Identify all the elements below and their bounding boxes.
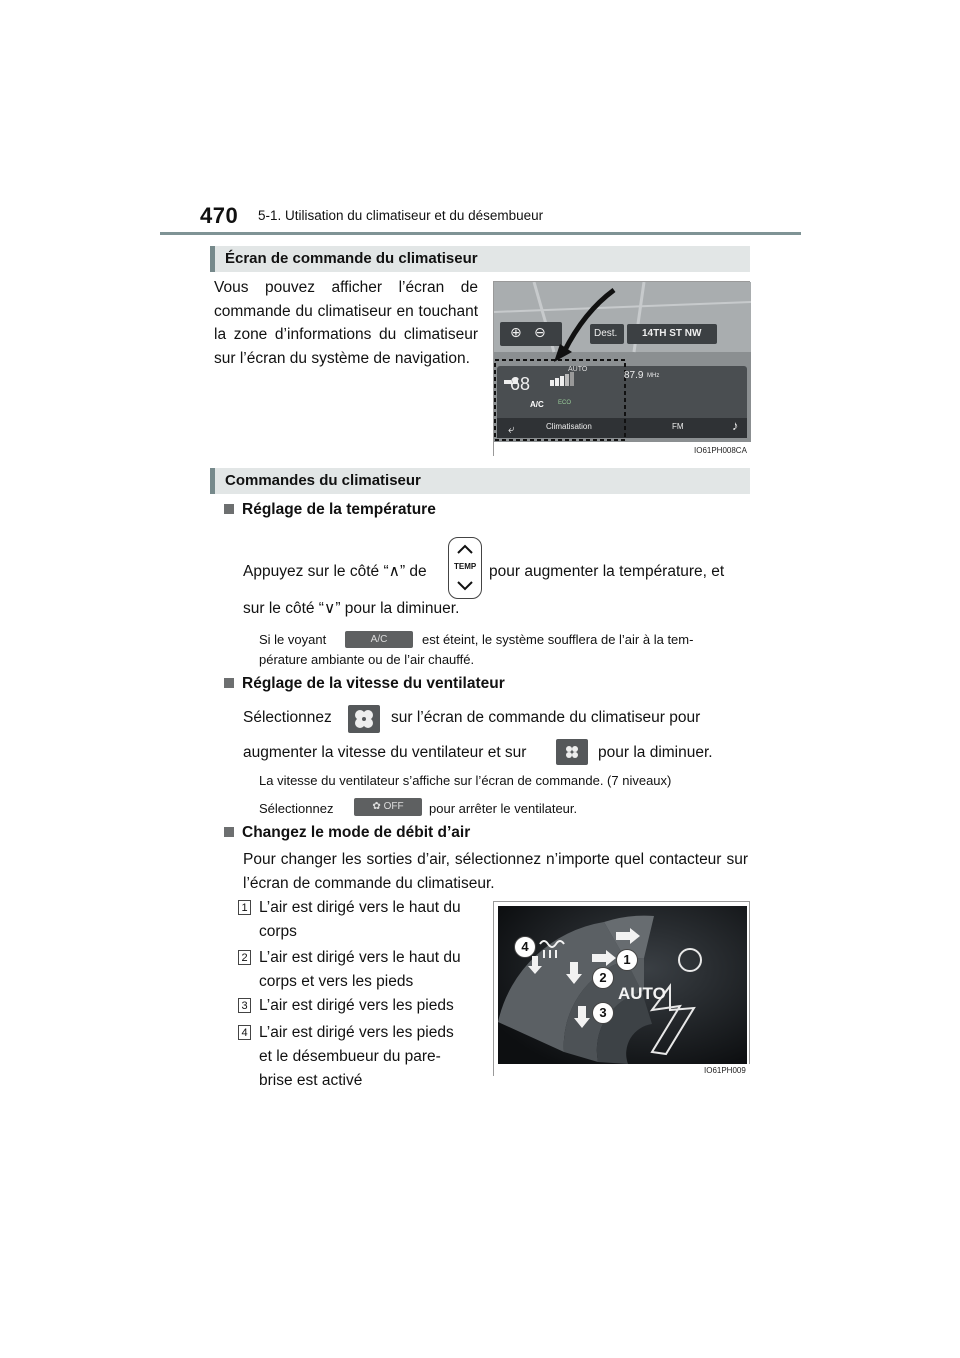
list-number-4: 4 <box>238 1025 251 1040</box>
callout-3: 3 <box>592 1002 614 1024</box>
radio-unit: MHz <box>647 373 660 379</box>
fan-note2-b: pour arrêter le ventilateur. <box>429 801 578 816</box>
ac-label: A/C <box>530 400 544 409</box>
fan-note2-a: Sélectionnez <box>259 801 334 816</box>
callout-2: 2 <box>592 967 614 989</box>
callout-1: 1 <box>616 949 638 971</box>
chapter-title: 5-1. Utilisation du climatiseur et du désembueur <box>258 208 544 223</box>
list-number-3: 3 <box>238 998 251 1013</box>
list-item-2: L’air est dirigé vers le haut du corps et vers les pieds <box>259 949 461 990</box>
callout-4: 4 <box>514 936 536 958</box>
header-rule <box>160 232 801 235</box>
fan-off-label: ✿ <box>372 801 384 812</box>
page-number: 470 <box>200 203 239 228</box>
temp-line2: sur le côté “∨” pour la diminuer. <box>243 600 460 617</box>
section-heading-control-screen: Écran de commande du climatiseur <box>210 246 750 272</box>
ac-indicator-label: A/C <box>370 634 388 645</box>
airflow-figure-code: IO61PH009 <box>704 1066 746 1075</box>
temp-note-c: pérature ambiante ou de l’air chauffé. <box>259 652 475 667</box>
temp-subheading: Réglage de la température <box>224 501 436 519</box>
radio-frequency: 87.9 <box>624 370 644 381</box>
temp-line1-a: Appuyez sur le côté “∧” de <box>243 563 427 580</box>
airflow-paragraph: Pour changer les sorties d’air, sélectionnez n’importe quel contacteur sur l’écran de commande du climatiseur. <box>243 851 748 892</box>
list-item-4: L’air est dirigé vers les pieds et le désembueur du pare- brise est activé <box>259 1024 454 1089</box>
bullet-icon <box>224 827 234 837</box>
seat-icon: ⤶ <box>508 422 515 436</box>
fan-line1-b: sur l’écran de commande du climatiseur pour <box>391 709 701 726</box>
list-item-1: L’air est dirigé vers le haut du corps <box>259 899 461 940</box>
temp-button-label: TEMP <box>454 562 477 571</box>
fan-off-icon: ✿ OFF <box>354 798 422 816</box>
zoom-in-icon: ⊕ <box>510 324 522 340</box>
intro-paragraph: Vous pouvez afficher l’écran de commande du climatiseur en touchant la zone d’informations du climatiseur sur l’écran du système de navigation. <box>214 279 478 367</box>
fan-line1-a: Sélectionnez <box>243 709 332 726</box>
music-note-icon: ♪ <box>732 418 739 433</box>
eco-label: ECO <box>558 400 572 406</box>
fan-subheading: Réglage de la vitesse du ventilateur <box>224 675 505 693</box>
section-heading-controls: Commandes du climatiseur <box>210 468 750 494</box>
fan-down-icon <box>556 739 588 765</box>
fan-up-icon <box>348 705 380 733</box>
figure-code: IO61PH008CA <box>694 446 747 455</box>
temperature-display: 68 <box>510 374 531 394</box>
list-number-2: 2 <box>238 950 251 965</box>
auto-label: AUTO <box>568 366 588 373</box>
fm-label: FM <box>672 422 684 431</box>
fan-line2-b: pour la diminuer. <box>598 744 713 761</box>
airflow-auto-label: AUTO <box>618 984 666 1003</box>
temp-button <box>448 537 482 599</box>
airflow-mode-figure <box>493 901 750 1076</box>
temp-note-b: est éteint, le système soufflera de l’air à la tem- <box>422 632 694 647</box>
navigation-screen-illustration <box>494 282 751 457</box>
list-item-3: L’air est dirigé vers les pieds <box>259 997 454 1014</box>
fan-note1: La vitesse du ventilateur s’affiche sur l’écran de commande. (7 niveaux) <box>259 773 672 788</box>
bullet-icon <box>224 678 234 688</box>
temp-note-a: Si le voyant <box>259 632 327 647</box>
fan-line2-a: augmenter la vitesse du ventilateur et sur <box>243 744 527 761</box>
climate-label: Climatisation <box>546 422 592 431</box>
list-number-1: 1 <box>238 900 251 915</box>
ac-indicator-icon <box>345 631 413 648</box>
zoom-out-icon: ⊖ <box>534 324 546 340</box>
street-label: 14TH ST NW <box>642 328 702 339</box>
dest-label: Dest. <box>594 328 618 339</box>
bullet-icon <box>224 504 234 514</box>
airflow-subheading: Changez le mode de débit d’air <box>224 824 470 842</box>
temp-line1-b: pour augmenter la température, et <box>489 563 725 580</box>
navigation-screen-figure <box>493 281 750 456</box>
